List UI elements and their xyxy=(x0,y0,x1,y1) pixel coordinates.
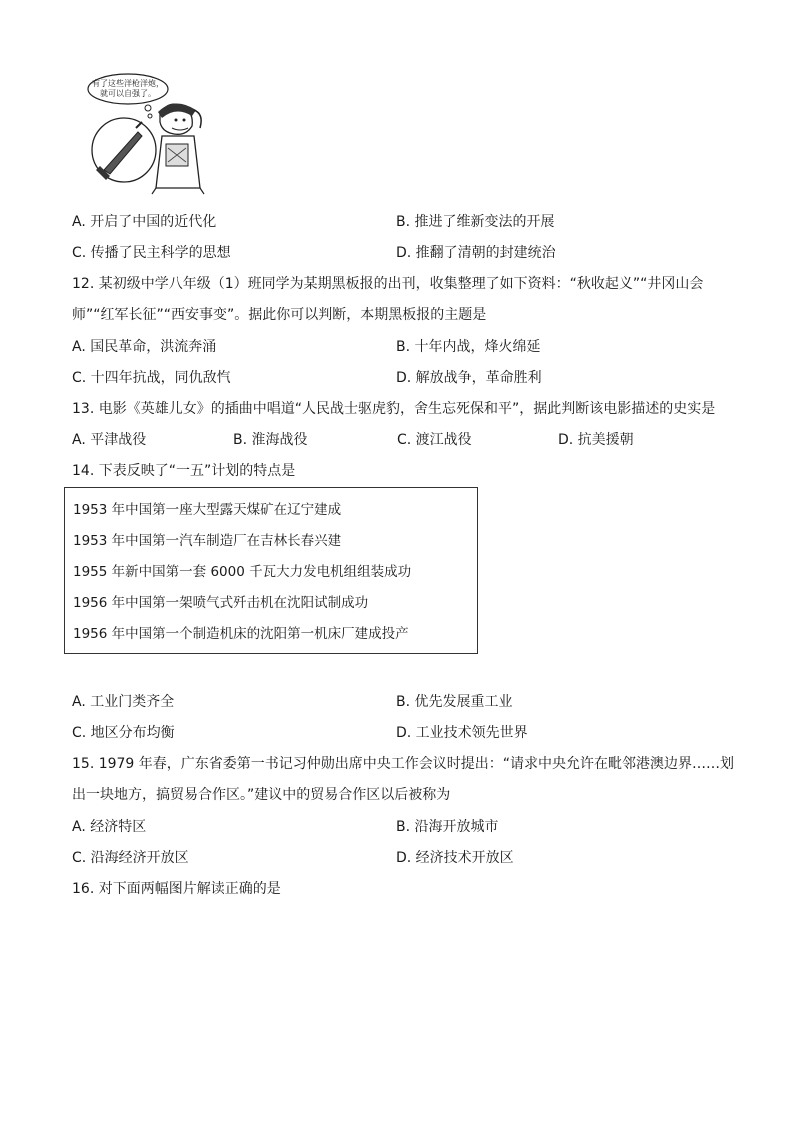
table-row: 1956 年中国第一个制造机床的沈阳第一机床厂建成投产 xyxy=(73,626,409,642)
q15-option-d: D. 经济技术开放区 xyxy=(396,850,514,866)
speech-line-2: 就可以自强了。 xyxy=(100,89,156,98)
table-row: 1955 年新中国第一套 6000 千瓦大力发电机组组装成功 xyxy=(73,564,412,580)
q13-option-b: B. 淮海战役 xyxy=(233,432,308,448)
q15-option-a: A. 经济特区 xyxy=(72,819,147,835)
q11-option-b: B. 推进了维新变法的开展 xyxy=(396,214,555,230)
q13-option-c: C. 渡江战役 xyxy=(397,432,472,448)
q14-option-a: A. 工业门类齐全 xyxy=(72,694,175,710)
q14-option-b: B. 优先发展重工业 xyxy=(396,694,513,710)
q11-option-a: A. 开启了中国的近代化 xyxy=(72,214,217,230)
q13-stem: 13. 电影《英雄儿女》的插曲中唱道“人民战士驱虎豹，舍生忘死保和平”，据此判断该电影描述的史实是 xyxy=(72,401,716,417)
table-row: 1953 年中国第一汽车制造厂在吉林长春兴建 xyxy=(73,533,342,549)
q12-option-a: A. 国民革命，洪流奔涌 xyxy=(72,339,217,355)
q11-option-d: D. 推翻了清朝的封建统治 xyxy=(396,245,556,261)
q14-option-d: D. 工业技术领先世界 xyxy=(396,725,528,741)
q13-option-a: A. 平津战役 xyxy=(72,432,147,448)
q11-option-c: C. 传播了民主科学的思想 xyxy=(72,245,231,261)
q14-option-c: C. 地区分布均衡 xyxy=(72,725,175,741)
q16-stem: 16. 对下面两幅图片解读正确的是 xyxy=(72,881,281,897)
cartoon-illustration xyxy=(82,70,210,196)
q12-option-b: B. 十年内战，烽火绵延 xyxy=(396,339,541,355)
table-row: 1953 年中国第一座大型露天煤矿在辽宁建成 xyxy=(73,502,342,518)
q12-option-d: D. 解放战争，革命胜利 xyxy=(396,370,542,386)
q15-stem-line-1: 15. 1979 年春，广东省委第一书记习仲勋出席中央工作会议时提出：“请求中央允许在毗邻港澳边界……划 xyxy=(72,756,735,772)
q14-data-table xyxy=(64,487,478,654)
q12-stem-line-2: 师”“红军长征”“西安事变”。据此你可以判断，本期黑板报的主题是 xyxy=(72,307,487,323)
q12-option-c: C. 十四年抗战，同仇敌忾 xyxy=(72,370,231,386)
q15-option-c: C. 沿海经济开放区 xyxy=(72,850,189,866)
table-row: 1956 年中国第一架喷气式歼击机在沈阳试制成功 xyxy=(73,595,369,611)
q14-stem: 14. 下表反映了“一五”计划的特点是 xyxy=(72,463,296,479)
speech-line-1: 有了这些洋枪洋炮， xyxy=(92,79,164,88)
q15-option-b: B. 沿海开放城市 xyxy=(396,819,499,835)
q13-option-d: D. 抗美援朝 xyxy=(558,432,634,448)
q15-stem-line-2: 出一块地方，搞贸易合作区。”建议中的贸易合作区以后被称为 xyxy=(72,787,451,803)
q12-stem-line-1: 12. 某初级中学八年级（1）班同学为某期黑板报的出刊，收集整理了如下资料：“秋收起义”“井冈山会 xyxy=(72,276,704,292)
